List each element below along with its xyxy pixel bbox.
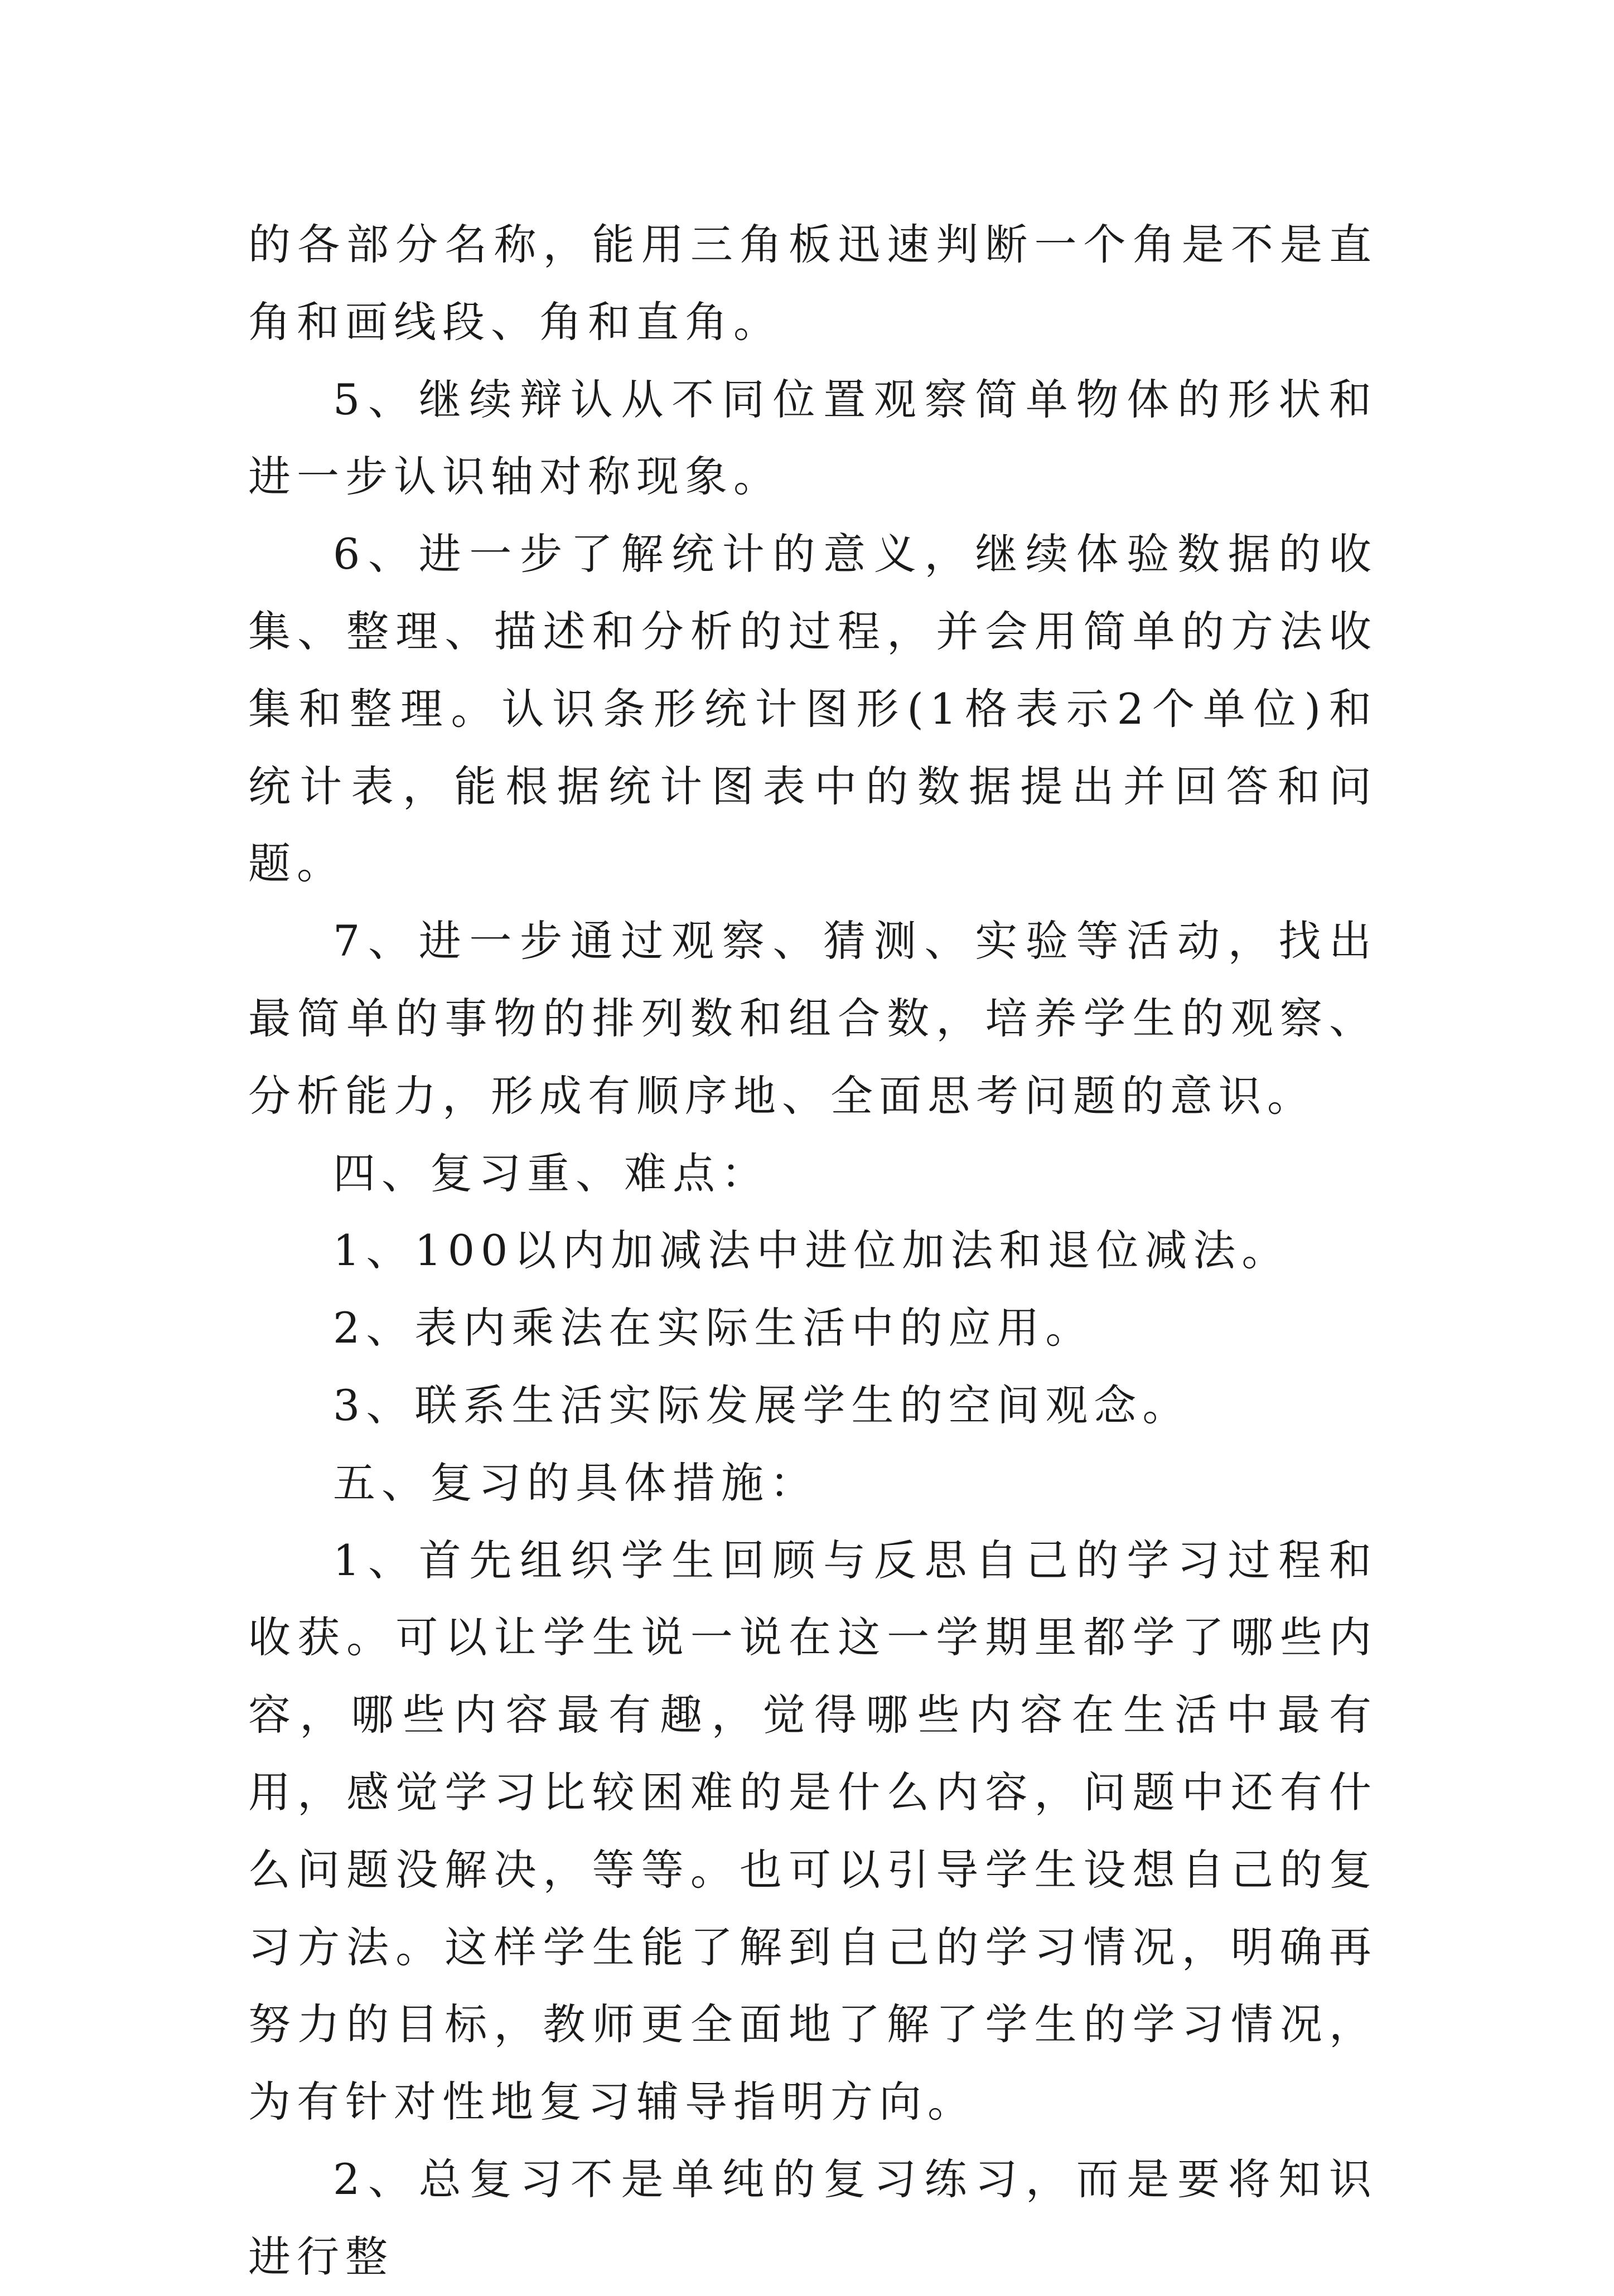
section-heading-5: 五、复习的具体措施： [333,1457,818,1508]
paragraph-item-6: 6、进一步了解统计的意义，继续体验数据的收集、整理、描述和分析的过程，并会用简单的方法收集和整理。认识条形统计图形(1格表示2个单位)和统计表，能根据统计图表中的数据提出并回答和问题。 [248,529,1378,889]
paragraph-key-point-2: 2、表内乘法在实际生活中的应用。 [333,1303,1094,1353]
section-heading-4: 四、复习重、难点： [333,1148,770,1198]
document-body [248,206,1378,2296]
paragraph-continued: 的各部分名称，能用三角板迅速判断一个角是不是直角和画线段、角和直角。 [248,220,1378,347]
paragraph-key-point-3: 3、联系生活实际发展学生的空间观念。 [333,1380,1191,1430]
paragraph-item-5: 5、继续辩认从不同位置观察简单物体的形状和进一步认识轴对称现象。 [248,374,1378,502]
paragraph-measure-1: 1、首先组织学生回顾与反思自己的学习过程和收获。可以让学生说一说在这一学期里都学了哪些内容，哪些内容最有趣，觉得哪些内容在生活中最有用，感觉学习比较困难的是什么内容，问题中还有什么问题没解决，等等。也可以引导学生设想自己的复习方法。这样学生能了解到自己的学习情况，明确再努力的目标，教师更全面地了解了学生的学习情况，为有针对性地复习辅导指明方向。 [248,1535,1378,2127]
paragraph-key-point-1: 1、100以内加减法中进位加法和退位减法。 [333,1225,1291,1276]
paragraph-measure-2: 2、总复习不是单纯的复习练习，而是要将知识进行整 [248,2154,1378,2282]
paragraph-item-7: 7、进一步通过观察、猜测、实验等活动，找出最简单的事物的排列数和组合数，培养学生的观察、分析能力，形成有顺序地、全面思考问题的意识。 [248,916,1378,1121]
